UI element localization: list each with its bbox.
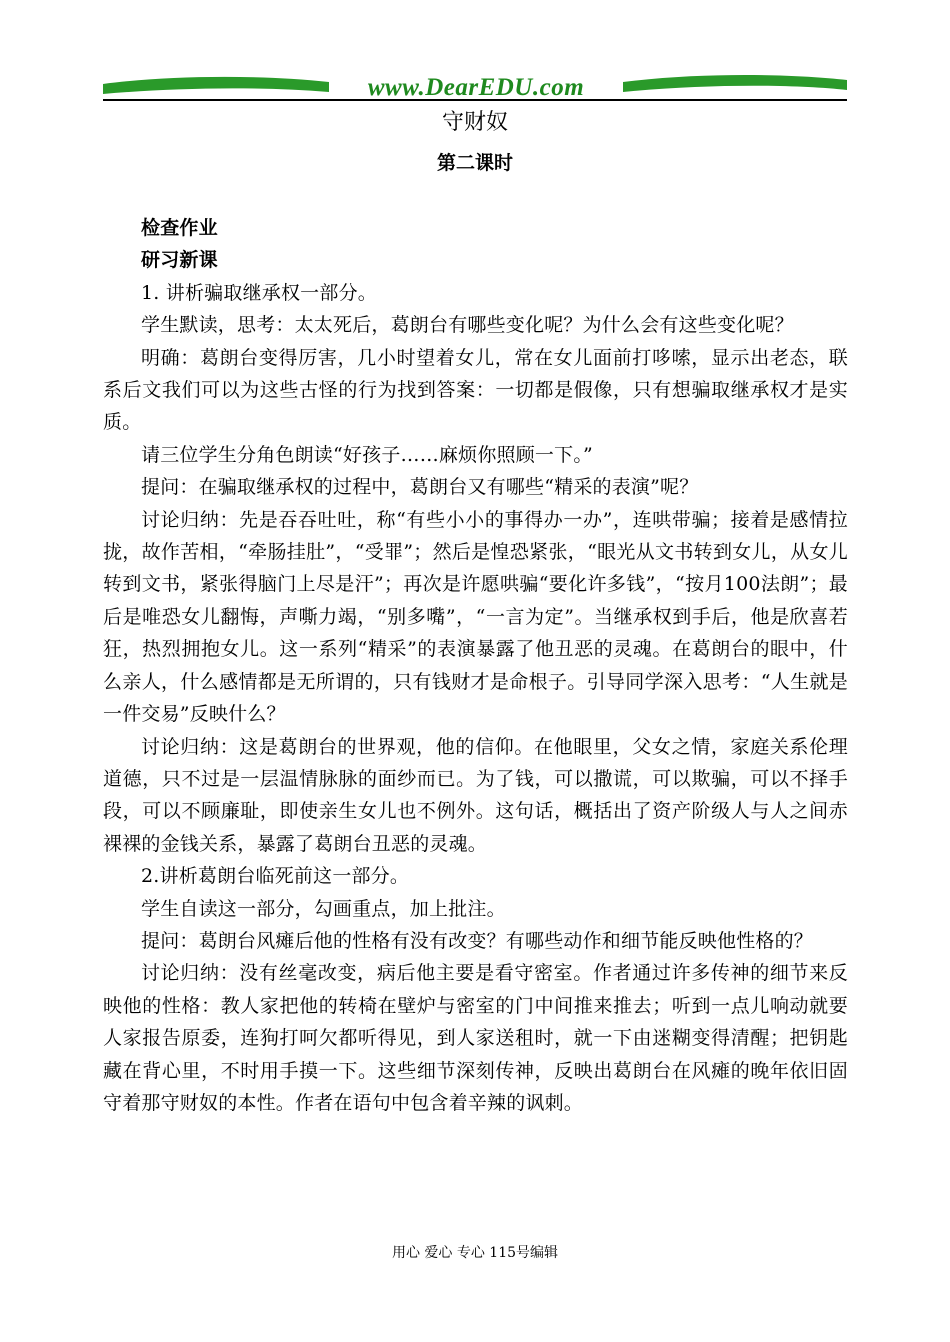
section-heading: 研习新课 <box>141 249 218 272</box>
paragraph: 讨论归纳：这是葛朗台的世界观，他的信仰。在他眼里，父女之情，家庭关系伦理道德，只不过是一层温情脉脉的面纱而已。为了钱，可以撒谎，可以欺骗，可以不择手段，可以不顾廉耻，即使亲生女儿也不例外。这句话，概括出了资产阶级人与人之间赤裸裸的金钱关系，暴露了葛朗台丑恶的灵魂。 <box>103 735 848 855</box>
paragraph: 学生自读这一部分，勾画重点，加上批注。 <box>141 897 506 920</box>
paragraph: 学生默读，思考：太太死后，葛朗台有哪些变化呢？为什么会有这些变化呢？ <box>141 314 794 337</box>
paragraph: 讨论归纳：没有丝毫改变，病后他主要是看守密室。作者通过许多传神的细节来反映他的性格：教人家把他的转椅在壁炉与密室的门中间推来推去；听到一点儿响动就要人家报告原委，连狗打呵欠都听得见，到人家送租时，就一下由迷糊变得清醒；把钥匙藏在背心里，不时用手摸一下。这些细节深刻传神，反映出葛朗台在风瘫的晚年依旧固守着那守财奴的本性。作者在语句中包含着辛辣的讽刺。 <box>103 962 848 1114</box>
site-logo: www.DearEDU.com <box>367 74 585 101</box>
document-title: 守财奴 <box>441 110 508 135</box>
document-body <box>103 212 848 1119</box>
left-swoosh <box>103 77 329 94</box>
section-heading: 检查作业 <box>141 217 218 239</box>
paragraph: 请三位学生分角色朗读“好孩子……麻烦你照顾一下。” <box>141 443 593 466</box>
paragraph: 2.讲析葛朗台临死前这一部分。 <box>141 865 410 888</box>
document-subtitle: 第二课时 <box>436 152 513 174</box>
paragraph: 1. 讲析骗取继承权一部分。 <box>141 281 377 304</box>
paragraph: 明确：葛朗台变得厉害，几小时望着女儿，常在女儿面前打哆嗦，显示出老态，联系后文我们可以为这些古怪的行为找到答案：一切都是假像，只有想骗取继承权才是实质。 <box>103 346 848 434</box>
right-swoosh <box>623 75 847 92</box>
paragraph: 讨论归纳：先是吞吞吐吐，称“有些小小的事得办一办”，连哄带骗；接着是感情拉拢，故作苦相，“牵肠挂肚”，“受罪”；然后是惶恐紧张，“眼光从文书转到女儿，从女儿转到文书，紧张得脑门上尽是汗”；再次是许愿哄骗“要化许多钱”，“按月100法朗”；最后是唯恐女儿翻悔，声嘶力竭，“别多嘴”，“一言为定”。当继承权到手后，他是欣喜若狂，热烈拥抱女儿。这一系列“精采”的表演暴露了他丑恶的灵魂。在葛朗台的眼中，什么亲人，什么感情都是无所谓的，只有钱财才是命根子。引导同学深入思考：“人生就是一件交易”反映什么？ <box>103 508 848 726</box>
paragraph: 提问：葛朗台风瘫后他的性格有没有改变？有哪些动作和细节能反映他性格的？ <box>141 929 814 952</box>
paragraph: 提问：在骗取继承权的过程中，葛朗台又有哪些“精采的表演”呢？ <box>141 476 699 499</box>
page-footer: 用心 爱心 专心 115号编辑 <box>391 1245 559 1261</box>
page-header <box>103 70 847 104</box>
